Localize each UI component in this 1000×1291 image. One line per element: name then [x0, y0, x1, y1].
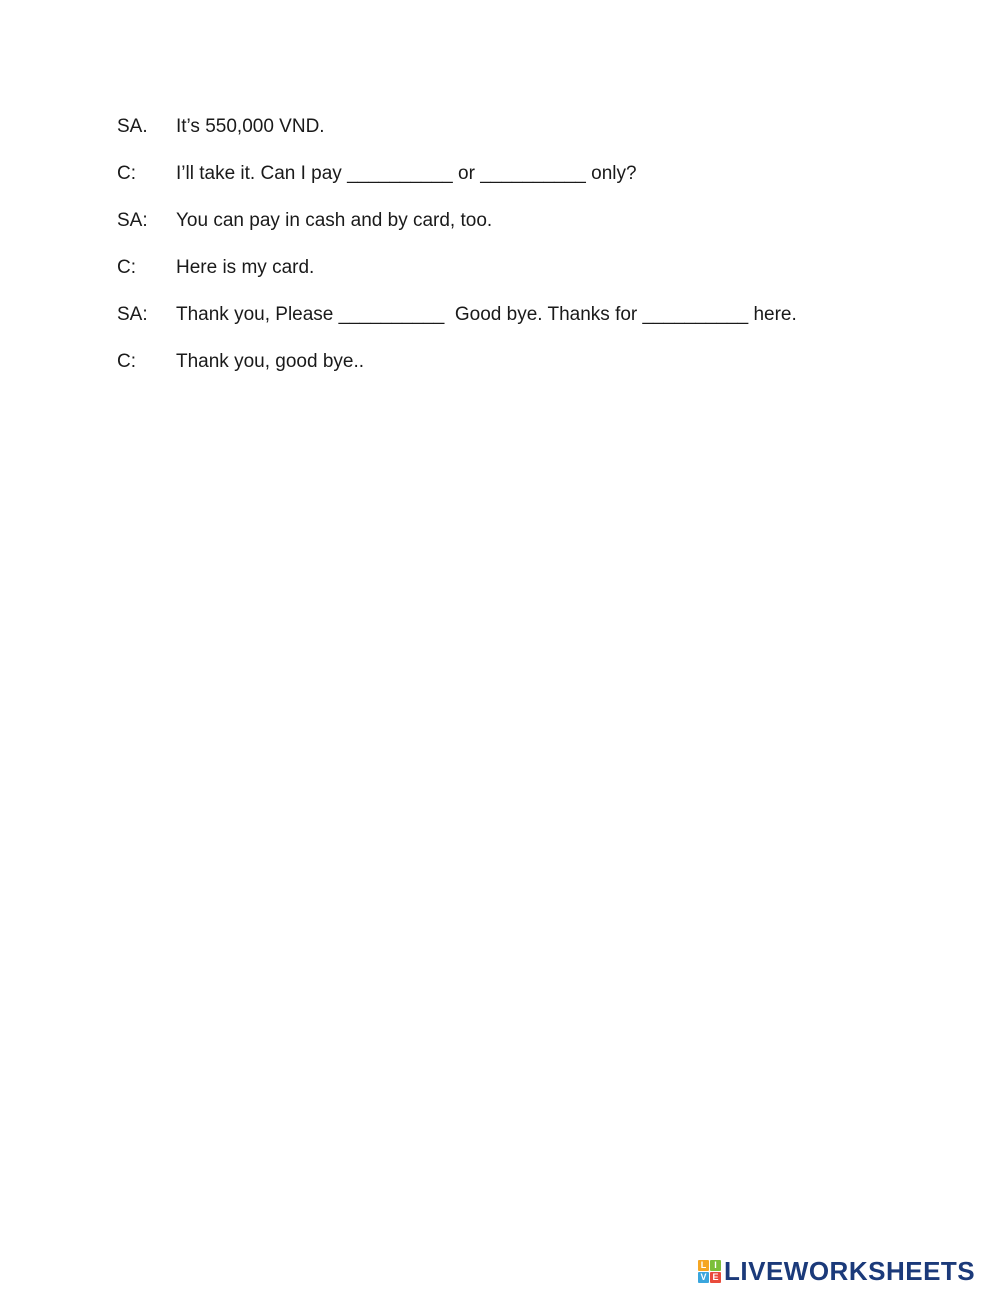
dialogue-text: It’s 550,000 VND.: [176, 116, 325, 137]
speaker-label: C:: [117, 351, 136, 372]
dialogue-text: Here is my card.: [176, 257, 315, 278]
logo-mark-tile: E: [710, 1272, 721, 1283]
speaker-label: C:: [117, 163, 136, 184]
dialogue-line: [117, 347, 877, 394]
logo-text: LIVEWORKSHEETS: [724, 1256, 976, 1286]
dialogue-line: [117, 159, 877, 206]
logo-mark-icon: [698, 1260, 721, 1283]
dialogue-line: [117, 112, 877, 159]
dialogue-text: Thank you, good bye..: [176, 351, 365, 372]
dialogue-text: I’ll take it. Can I pay __________ or __________ only?: [176, 163, 637, 184]
dialogue-text: Thank you, Please __________ Good bye. Thanks for __________ here.: [176, 304, 797, 325]
logo-mark-tile: V: [698, 1272, 709, 1283]
dialogue-text: You can pay in cash and by card, too.: [176, 210, 493, 231]
speaker-label: C:: [117, 257, 136, 278]
dialogue: [117, 112, 877, 394]
speaker-label: SA.: [117, 116, 148, 137]
dialogue-line: [117, 253, 877, 300]
logo-mark-tile: L: [698, 1260, 709, 1271]
liveworksheets-logo: [698, 1256, 975, 1286]
speaker-label: SA:: [117, 304, 148, 325]
dialogue-line: [117, 300, 877, 347]
dialogue-line: [117, 206, 877, 253]
speaker-label: SA:: [117, 210, 148, 231]
logo-mark-tile: I: [710, 1260, 721, 1271]
